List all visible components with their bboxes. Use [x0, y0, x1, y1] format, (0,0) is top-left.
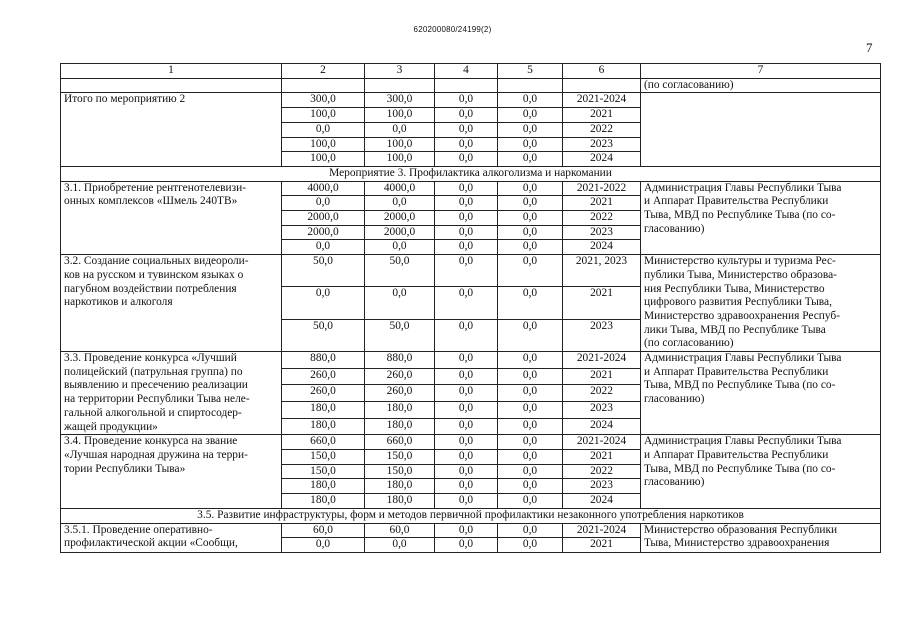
other-cost-cell: 0,0	[498, 385, 563, 402]
federal-cost-cell: 0,0	[435, 108, 498, 123]
other-cost-cell: 0,0	[498, 352, 563, 369]
other-cost-cell: 0,0	[498, 240, 563, 255]
total-cost-cell: 0,0	[282, 538, 365, 553]
federal-cost-cell: 0,0	[435, 211, 498, 226]
other-cost-cell: 0,0	[498, 523, 563, 538]
measure-3-4-title-line: тории Республики Тыва»	[64, 462, 186, 475]
other-cost-cell: 0,0	[498, 401, 563, 418]
page-number: 7	[866, 40, 873, 55]
other-cost-cell: 0,0	[498, 93, 563, 108]
budget-cost-cell: 100,0	[365, 137, 435, 152]
executor-cell-line: Тыва, Министерство здравоохранения	[644, 537, 830, 550]
year-cell: 2024	[563, 240, 641, 255]
budget-cost-cell: 50,0	[365, 319, 435, 351]
header-cell: 1	[61, 64, 282, 79]
budget-cost-cell: 60,0	[365, 523, 435, 538]
federal-cost-cell: 0,0	[435, 418, 498, 435]
federal-cost-cell: 0,0	[435, 538, 498, 553]
executor-cell-line: Министерство здравоохранения Респуб-	[644, 309, 841, 322]
measure-3-2-title-line: ков на русском и тувинском языках о	[64, 268, 244, 281]
section-row	[61, 508, 881, 523]
empty-cell	[365, 78, 435, 93]
executor-cell-line: Администрация Главы Республики Тыва	[644, 435, 842, 448]
section-3-title: Мероприятие 3. Профилактика алкоголизма и наркомании	[61, 166, 881, 181]
document-id: 620200080/24199(2)	[413, 25, 492, 34]
program-table	[60, 63, 881, 553]
federal-cost-cell: 0,0	[435, 181, 498, 196]
federal-cost-cell: 0,0	[435, 368, 498, 385]
header-cell: 5	[498, 64, 563, 79]
table-row	[61, 435, 881, 450]
budget-cost-cell: 4000,0	[365, 181, 435, 196]
executor-cell-line: и Аппарат Правительства Республики	[644, 365, 829, 378]
budget-cost-cell: 0,0	[365, 122, 435, 137]
empty-cell	[563, 78, 641, 93]
total-cost-cell: 180,0	[282, 479, 365, 494]
year-cell: 2024	[563, 418, 641, 435]
executor-cell-line: Тыва, МВД по Республике Тыва (по со-	[644, 209, 836, 222]
federal-cost-cell: 0,0	[435, 196, 498, 211]
total-cost-cell: 4000,0	[282, 181, 365, 196]
measure-3-3-title-line: гальной алкогольной и спиртосодер-	[64, 406, 242, 419]
executor-cell-line: Тыва, МВД по Республике Тыва (по со-	[644, 462, 836, 475]
measure-3-3-title-line: жащей продукции»	[64, 420, 158, 433]
empty-cell	[61, 78, 282, 93]
year-cell: 2021	[563, 196, 641, 211]
total-cost-cell: 2000,0	[282, 211, 365, 226]
year-cell: 2022	[563, 385, 641, 402]
other-cost-cell: 0,0	[498, 211, 563, 226]
total-label: Итого по мероприятию 2	[61, 93, 282, 167]
table-row	[61, 255, 881, 287]
total-cost-cell: 180,0	[282, 418, 365, 435]
other-cost-cell: 0,0	[498, 152, 563, 167]
year-cell: 2024	[563, 152, 641, 167]
federal-cost-cell: 0,0	[435, 449, 498, 464]
executor-cell-line: Тыва, МВД по Республике Тыва (по со-	[644, 379, 836, 392]
federal-cost-cell: 0,0	[435, 352, 498, 369]
other-cost-cell: 0,0	[498, 137, 563, 152]
year-cell: 2021-2024	[563, 93, 641, 108]
table-row	[61, 181, 881, 196]
executor-cell-line: и Аппарат Правительства Республики	[644, 448, 829, 461]
total-cost-cell: 0,0	[282, 240, 365, 255]
year-cell: 2022	[563, 211, 641, 226]
executor-cell	[641, 181, 881, 255]
year-cell: 2024	[563, 494, 641, 509]
empty-cell	[435, 78, 498, 93]
other-cost-cell: 0,0	[498, 319, 563, 351]
executor-cell-line: гласованию)	[644, 476, 705, 489]
other-cost-cell: 0,0	[498, 108, 563, 123]
header-cell: 4	[435, 64, 498, 79]
budget-cost-cell: 0,0	[365, 287, 435, 319]
federal-cost-cell: 0,0	[435, 319, 498, 351]
total-cost-cell: 180,0	[282, 401, 365, 418]
budget-cost-cell: 2000,0	[365, 211, 435, 226]
measure-3-5-1-title	[61, 523, 282, 552]
empty-cell	[498, 78, 563, 93]
federal-cost-cell: 0,0	[435, 122, 498, 137]
table-body	[61, 64, 881, 553]
continuation-row	[61, 78, 881, 93]
year-cell: 2021	[563, 449, 641, 464]
year-cell: 2021	[563, 368, 641, 385]
federal-cost-cell: 0,0	[435, 523, 498, 538]
year-cell: 2021-2024	[563, 435, 641, 450]
executor-cell-line: цифрового развития Республики Тыва,	[644, 296, 832, 309]
total-cost-cell: 50,0	[282, 255, 365, 287]
year-cell: 2021	[563, 108, 641, 123]
other-cost-cell: 0,0	[498, 479, 563, 494]
measure-3-1-title	[61, 181, 282, 255]
budget-cost-cell: 0,0	[365, 538, 435, 553]
executor-cell	[641, 255, 881, 352]
measure-3-2-title-line: пагубном воздействии потребления	[64, 282, 237, 295]
executor-cell-line: гласованию)	[644, 393, 705, 406]
total-cost-cell: 100,0	[282, 152, 365, 167]
executor-cell-line: Министерство образования Республики	[644, 523, 838, 536]
measure-3-4-title-line: «Лучшая народная дружина на терри-	[64, 448, 248, 461]
budget-cost-cell: 180,0	[365, 418, 435, 435]
measure-3-2-title-line: 3.2. Создание социальных видеороли-	[64, 255, 249, 268]
header-cell: 7	[641, 64, 881, 79]
executor-cell	[641, 352, 881, 435]
federal-cost-cell: 0,0	[435, 152, 498, 167]
measure-3-1-title-line: 3.1. Приобретение рентгенотелевизи-	[64, 181, 246, 194]
total-cost-cell: 0,0	[282, 122, 365, 137]
other-cost-cell: 0,0	[498, 538, 563, 553]
year-cell: 2022	[563, 464, 641, 479]
section-3-5-title: 3.5. Развитие инфраструктуры, форм и методов первичной профилактики незаконного употребления наркотиков	[61, 508, 881, 523]
measure-3-4-title-line: 3.4. Проведение конкурса на звание	[64, 435, 238, 448]
year-cell: 2021	[563, 287, 641, 319]
other-cost-cell: 0,0	[498, 225, 563, 240]
federal-cost-cell: 0,0	[435, 385, 498, 402]
federal-cost-cell: 0,0	[435, 255, 498, 287]
total-cost-cell: 300,0	[282, 93, 365, 108]
executor-cell	[641, 435, 881, 509]
budget-cost-cell: 150,0	[365, 464, 435, 479]
measure-3-5-1-title-line: 3.5.1. Проведение оперативно-	[64, 523, 213, 536]
budget-cost-cell: 300,0	[365, 93, 435, 108]
year-cell: 2021-2022	[563, 181, 641, 196]
other-cost-cell: 0,0	[498, 255, 563, 287]
header-cell: 2	[282, 64, 365, 79]
federal-cost-cell: 0,0	[435, 225, 498, 240]
section-row	[61, 166, 881, 181]
measure-3-3-title-line: на территории Республики Тыва неле-	[64, 393, 250, 406]
measure-3-4-title	[61, 435, 282, 509]
other-cost-cell: 0,0	[498, 418, 563, 435]
executor-cell-line: Министерство культуры и туризма Рес-	[644, 255, 836, 268]
total-cost-cell: 100,0	[282, 137, 365, 152]
table-row	[61, 523, 881, 538]
budget-cost-cell: 260,0	[365, 368, 435, 385]
executor-cell	[641, 523, 881, 552]
executor-cell-line: публики Тыва, Министерство образова-	[644, 268, 837, 281]
federal-cost-cell: 0,0	[435, 479, 498, 494]
federal-cost-cell: 0,0	[435, 137, 498, 152]
executor-cell-line: и Аппарат Правительства Республики	[644, 195, 829, 208]
budget-cost-cell: 0,0	[365, 196, 435, 211]
measure-3-3-title-line: полицейский (патрульная группа) по	[64, 365, 243, 378]
executor-cell-line: ния Республики Тыва, Министерство	[644, 282, 825, 295]
measure-3-2-title	[61, 255, 282, 352]
year-cell: 2023	[563, 137, 641, 152]
budget-cost-cell: 150,0	[365, 449, 435, 464]
measure-3-3-title-line: выявлению и пресечению реализации	[64, 379, 248, 392]
other-cost-cell: 0,0	[498, 368, 563, 385]
executor-cell-line: (по согласованию)	[644, 337, 734, 350]
budget-cost-cell: 100,0	[365, 108, 435, 123]
measure-3-3-title-line: 3.3. Проведение конкурса «Лучший	[64, 352, 237, 365]
measure-3-5-1-title-line: профилактической акции «Сообщи,	[64, 537, 238, 550]
other-cost-cell: 0,0	[498, 122, 563, 137]
federal-cost-cell: 0,0	[435, 240, 498, 255]
executor-note: (по согласованию)	[641, 78, 881, 93]
total-cost-cell: 150,0	[282, 449, 365, 464]
year-cell: 2023	[563, 319, 641, 351]
total-cost-cell: 50,0	[282, 319, 365, 351]
federal-cost-cell: 0,0	[435, 401, 498, 418]
other-cost-cell: 0,0	[498, 181, 563, 196]
total-cost-cell: 0,0	[282, 196, 365, 211]
total-cost-cell: 60,0	[282, 523, 365, 538]
federal-cost-cell: 0,0	[435, 494, 498, 509]
measure-3-1-title-line: онных комплексов «Шмель 240ТВ»	[64, 195, 238, 208]
table-row	[61, 93, 881, 108]
budget-cost-cell: 180,0	[365, 479, 435, 494]
total-cost-cell: 660,0	[282, 435, 365, 450]
executor-cell	[641, 93, 881, 167]
year-cell: 2021-2024	[563, 352, 641, 369]
federal-cost-cell: 0,0	[435, 93, 498, 108]
other-cost-cell: 0,0	[498, 435, 563, 450]
federal-cost-cell: 0,0	[435, 287, 498, 319]
executor-cell-line: Администрация Главы Республики Тыва	[644, 181, 842, 194]
header-row	[61, 64, 881, 79]
year-cell: 2021, 2023	[563, 255, 641, 287]
executor-cell-line: Администрация Главы Республики Тыва	[644, 352, 842, 365]
total-cost-cell: 100,0	[282, 108, 365, 123]
measure-3-2-title-line: наркотиков и алкоголя	[64, 296, 173, 309]
table-row	[61, 352, 881, 369]
total-cost-cell: 2000,0	[282, 225, 365, 240]
executor-cell-line: гласованию)	[644, 222, 705, 235]
year-cell: 2023	[563, 401, 641, 418]
budget-cost-cell: 50,0	[365, 255, 435, 287]
budget-cost-cell: 880,0	[365, 352, 435, 369]
year-cell: 2021	[563, 538, 641, 553]
measure-3-3-title	[61, 352, 282, 435]
empty-cell	[282, 78, 365, 93]
budget-cost-cell: 180,0	[365, 401, 435, 418]
budget-cost-cell: 0,0	[365, 240, 435, 255]
other-cost-cell: 0,0	[498, 464, 563, 479]
total-cost-cell: 260,0	[282, 368, 365, 385]
year-cell: 2023	[563, 225, 641, 240]
federal-cost-cell: 0,0	[435, 464, 498, 479]
year-cell: 2022	[563, 122, 641, 137]
other-cost-cell: 0,0	[498, 449, 563, 464]
year-cell: 2023	[563, 479, 641, 494]
total-cost-cell: 180,0	[282, 494, 365, 509]
federal-cost-cell: 0,0	[435, 435, 498, 450]
header-cell: 6	[563, 64, 641, 79]
budget-cost-cell: 260,0	[365, 385, 435, 402]
executor-cell-line: лики Тыва, МВД по Республике Тыва	[644, 323, 826, 336]
other-cost-cell: 0,0	[498, 196, 563, 211]
budget-cost-cell: 100,0	[365, 152, 435, 167]
total-cost-cell: 150,0	[282, 464, 365, 479]
other-cost-cell: 0,0	[498, 287, 563, 319]
header-cell: 3	[365, 64, 435, 79]
year-cell: 2021-2024	[563, 523, 641, 538]
budget-cost-cell: 660,0	[365, 435, 435, 450]
other-cost-cell: 0,0	[498, 494, 563, 509]
budget-cost-cell: 180,0	[365, 494, 435, 509]
budget-cost-cell: 2000,0	[365, 225, 435, 240]
total-cost-cell: 0,0	[282, 287, 365, 319]
total-cost-cell: 260,0	[282, 385, 365, 402]
total-cost-cell: 880,0	[282, 352, 365, 369]
